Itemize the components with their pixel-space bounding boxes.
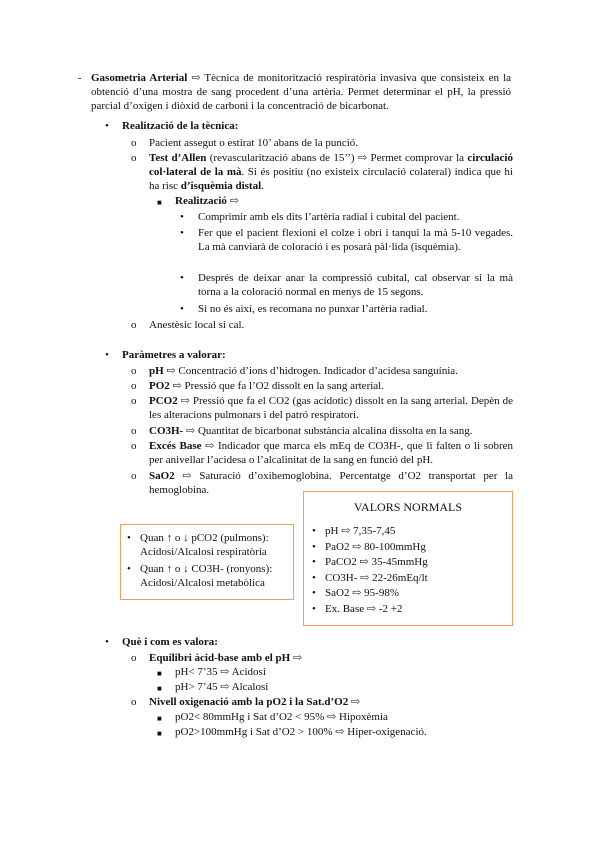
- circle-bullet-icon: o: [131, 395, 137, 407]
- arrow-icon: ⇨: [191, 72, 201, 84]
- list-item: Si no és així, es recomana no punxar l’artèria radial.: [198, 303, 428, 315]
- arrow-icon: ⇨: [180, 395, 190, 407]
- bullet-icon: •: [180, 227, 184, 239]
- realitzacio-subheading: Realització ⇨: [175, 195, 239, 207]
- param-item: CO3H- ⇨ Quantitat de bicarbonat substància alcalina dissolta en la sang.: [149, 425, 473, 437]
- arrow-icon: ⇨: [229, 195, 239, 207]
- box-title: VALORS NORMALS: [353, 500, 463, 514]
- param-item: pH ⇨ Concentració d’ions d’hidrogen. Indicador d’acidesa sanguínia.: [149, 365, 458, 377]
- square-bullet-icon: ■: [157, 684, 162, 693]
- bullet-icon: •: [180, 211, 184, 223]
- normal-value: • Ex. Base ⇨ -2 +2: [310, 602, 506, 618]
- arrow-icon: ⇨: [205, 440, 215, 452]
- acid-base-heading: Equilibri àcid-base amb el pH ⇨: [149, 652, 303, 664]
- list-item: Comprimir amb els dits l’artèria radial i cubital del pacient.: [198, 211, 460, 223]
- arrow-icon: ⇨: [350, 696, 361, 708]
- heading-parametres: Paràmetres a valorar:: [122, 349, 226, 361]
- bullet-icon: •: [105, 349, 109, 361]
- arrow-icon: ⇨: [166, 365, 176, 377]
- circle-bullet-icon: o: [131, 319, 137, 331]
- circle-bullet-icon: o: [131, 365, 137, 377]
- square-bullet-icon: ■: [157, 714, 162, 723]
- list-item: Després de deixar anar la compressió cubital, cal observar si la mà torna a la coloració normal en menys de 15 segons.: [198, 272, 513, 298]
- list-item: pO2< 80mmHg i Sat d’O2 < 95% ⇨ Hipoxèmia: [175, 711, 388, 723]
- normal-value: • PaCO2 ⇨ 35-45mmHg: [310, 555, 506, 571]
- heading-que-valora: Què i com es valora:: [122, 636, 218, 648]
- allen-title: Test d’Allen: [149, 152, 207, 164]
- arrow-icon: ⇨: [292, 652, 303, 664]
- box-item: • Quan ↑ o ↓ pCO2 (pulmons): Acidosi/Alcalosi respiratòria: [125, 531, 289, 559]
- oxig-heading: Nivell oxigenació amb la pO2 i la Sat.d’O2 ⇨: [149, 696, 361, 708]
- list-dash: -: [78, 72, 82, 84]
- list-item: Anestèsic local si cal.: [149, 319, 245, 331]
- pco2-co3h-box: [120, 524, 294, 600]
- arrow-icon: ⇨: [357, 152, 368, 164]
- allen-test-paragraph: Test d’Allen (revascularització abans de 15’’) ⇨ Permet comprovar la circulació col·lateral de la mà. Si és positiu (no existeix circulació colateral) indica que hi ha risc d’isquèmia distal.: [149, 152, 513, 192]
- bullet-icon: •: [105, 636, 109, 648]
- circle-bullet-icon: o: [131, 380, 137, 392]
- arrow-icon: ⇨: [182, 470, 192, 482]
- arrow-icon: ⇨: [172, 380, 182, 392]
- list-item: Fer que el pacient flexioni el colze i obri i tanqui la mà 5-10 vegades. La mà canviarà de coloració i es posarà pàl·lida (isquèmia).: [198, 227, 513, 253]
- list-item: pO2>100mmHg i Sat d’O2 > 100% ⇨ Hiper-oxigenació.: [175, 726, 427, 738]
- bullet-icon: •: [180, 272, 184, 284]
- normal-value: • SaO2 ⇨ 95-98%: [310, 586, 506, 602]
- bullet-icon: •: [105, 120, 109, 132]
- intro-text: Tècnica de monitorització respiratòria invasiva que consisteix en la obtenció d’una mostra de sang procedent d’una artèria. Permet determinar el pH, la pressió parcial d’oxigen i diòxid de carboni i la concentració de bicarbonat.: [91, 72, 512, 112]
- list-item: Pacient assegut o estirat 10’ abans de la punció.: [149, 137, 359, 149]
- circle-bullet-icon: o: [131, 652, 137, 664]
- circle-bullet-icon: o: [131, 470, 137, 482]
- arrow-icon: ⇨: [185, 425, 196, 437]
- bullet-icon: •: [180, 303, 184, 315]
- param-item: PCO2 ⇨ Pressió que fa el CO2 (gas acídotic) dissolt en la sang arterial. Depèn de les alteracions pulmonars i del patró respiratori.: [149, 395, 514, 421]
- circle-bullet-icon: o: [131, 696, 137, 708]
- param-item: SaO2 ⇨ Saturació d’oxihemoglobina. Percentatge d’O2 transportat per la hemoglobina.: [149, 470, 513, 496]
- normal-value: • CO3H- ⇨ 22-26mEq/lt: [310, 571, 506, 587]
- param-item: Excés Base ⇨ Indicador que marca els mEq de CO3H-, que li falten o li sobren per anivellar l’acidesa o l’alcalinitat de la sang en funció del pH.: [149, 440, 514, 466]
- list-item: pH< 7’35 ⇨ Acidosi: [175, 666, 266, 678]
- circle-bullet-icon: o: [131, 152, 137, 164]
- square-bullet-icon: ■: [157, 729, 162, 738]
- section-title: Gasometria Arterial: [91, 72, 188, 84]
- normal-value: • pH ⇨ 7,35-7,45: [310, 524, 506, 540]
- param-item: PO2 ⇨ Pressió que fa l’O2 dissolt en la sang arterial.: [149, 380, 384, 392]
- circle-bullet-icon: o: [131, 137, 137, 149]
- square-bullet-icon: ■: [157, 198, 162, 207]
- box-item: • Quan ↑ o ↓ CO3H- (ronyons): Acidosi/Alcalosi metabòlica: [125, 562, 289, 590]
- list-item: pH> 7’45 ⇨ Alcalosi: [175, 681, 269, 693]
- circle-bullet-icon: o: [131, 425, 137, 437]
- normal-values-box: [303, 491, 513, 626]
- normal-value: • PaO2 ⇨ 80-100mmHg: [310, 540, 506, 556]
- circle-bullet-icon: o: [131, 440, 137, 452]
- square-bullet-icon: ■: [157, 669, 162, 678]
- heading-realitzacio: Realització de la tècnica:: [122, 120, 239, 132]
- intro-paragraph: [91, 71, 511, 113]
